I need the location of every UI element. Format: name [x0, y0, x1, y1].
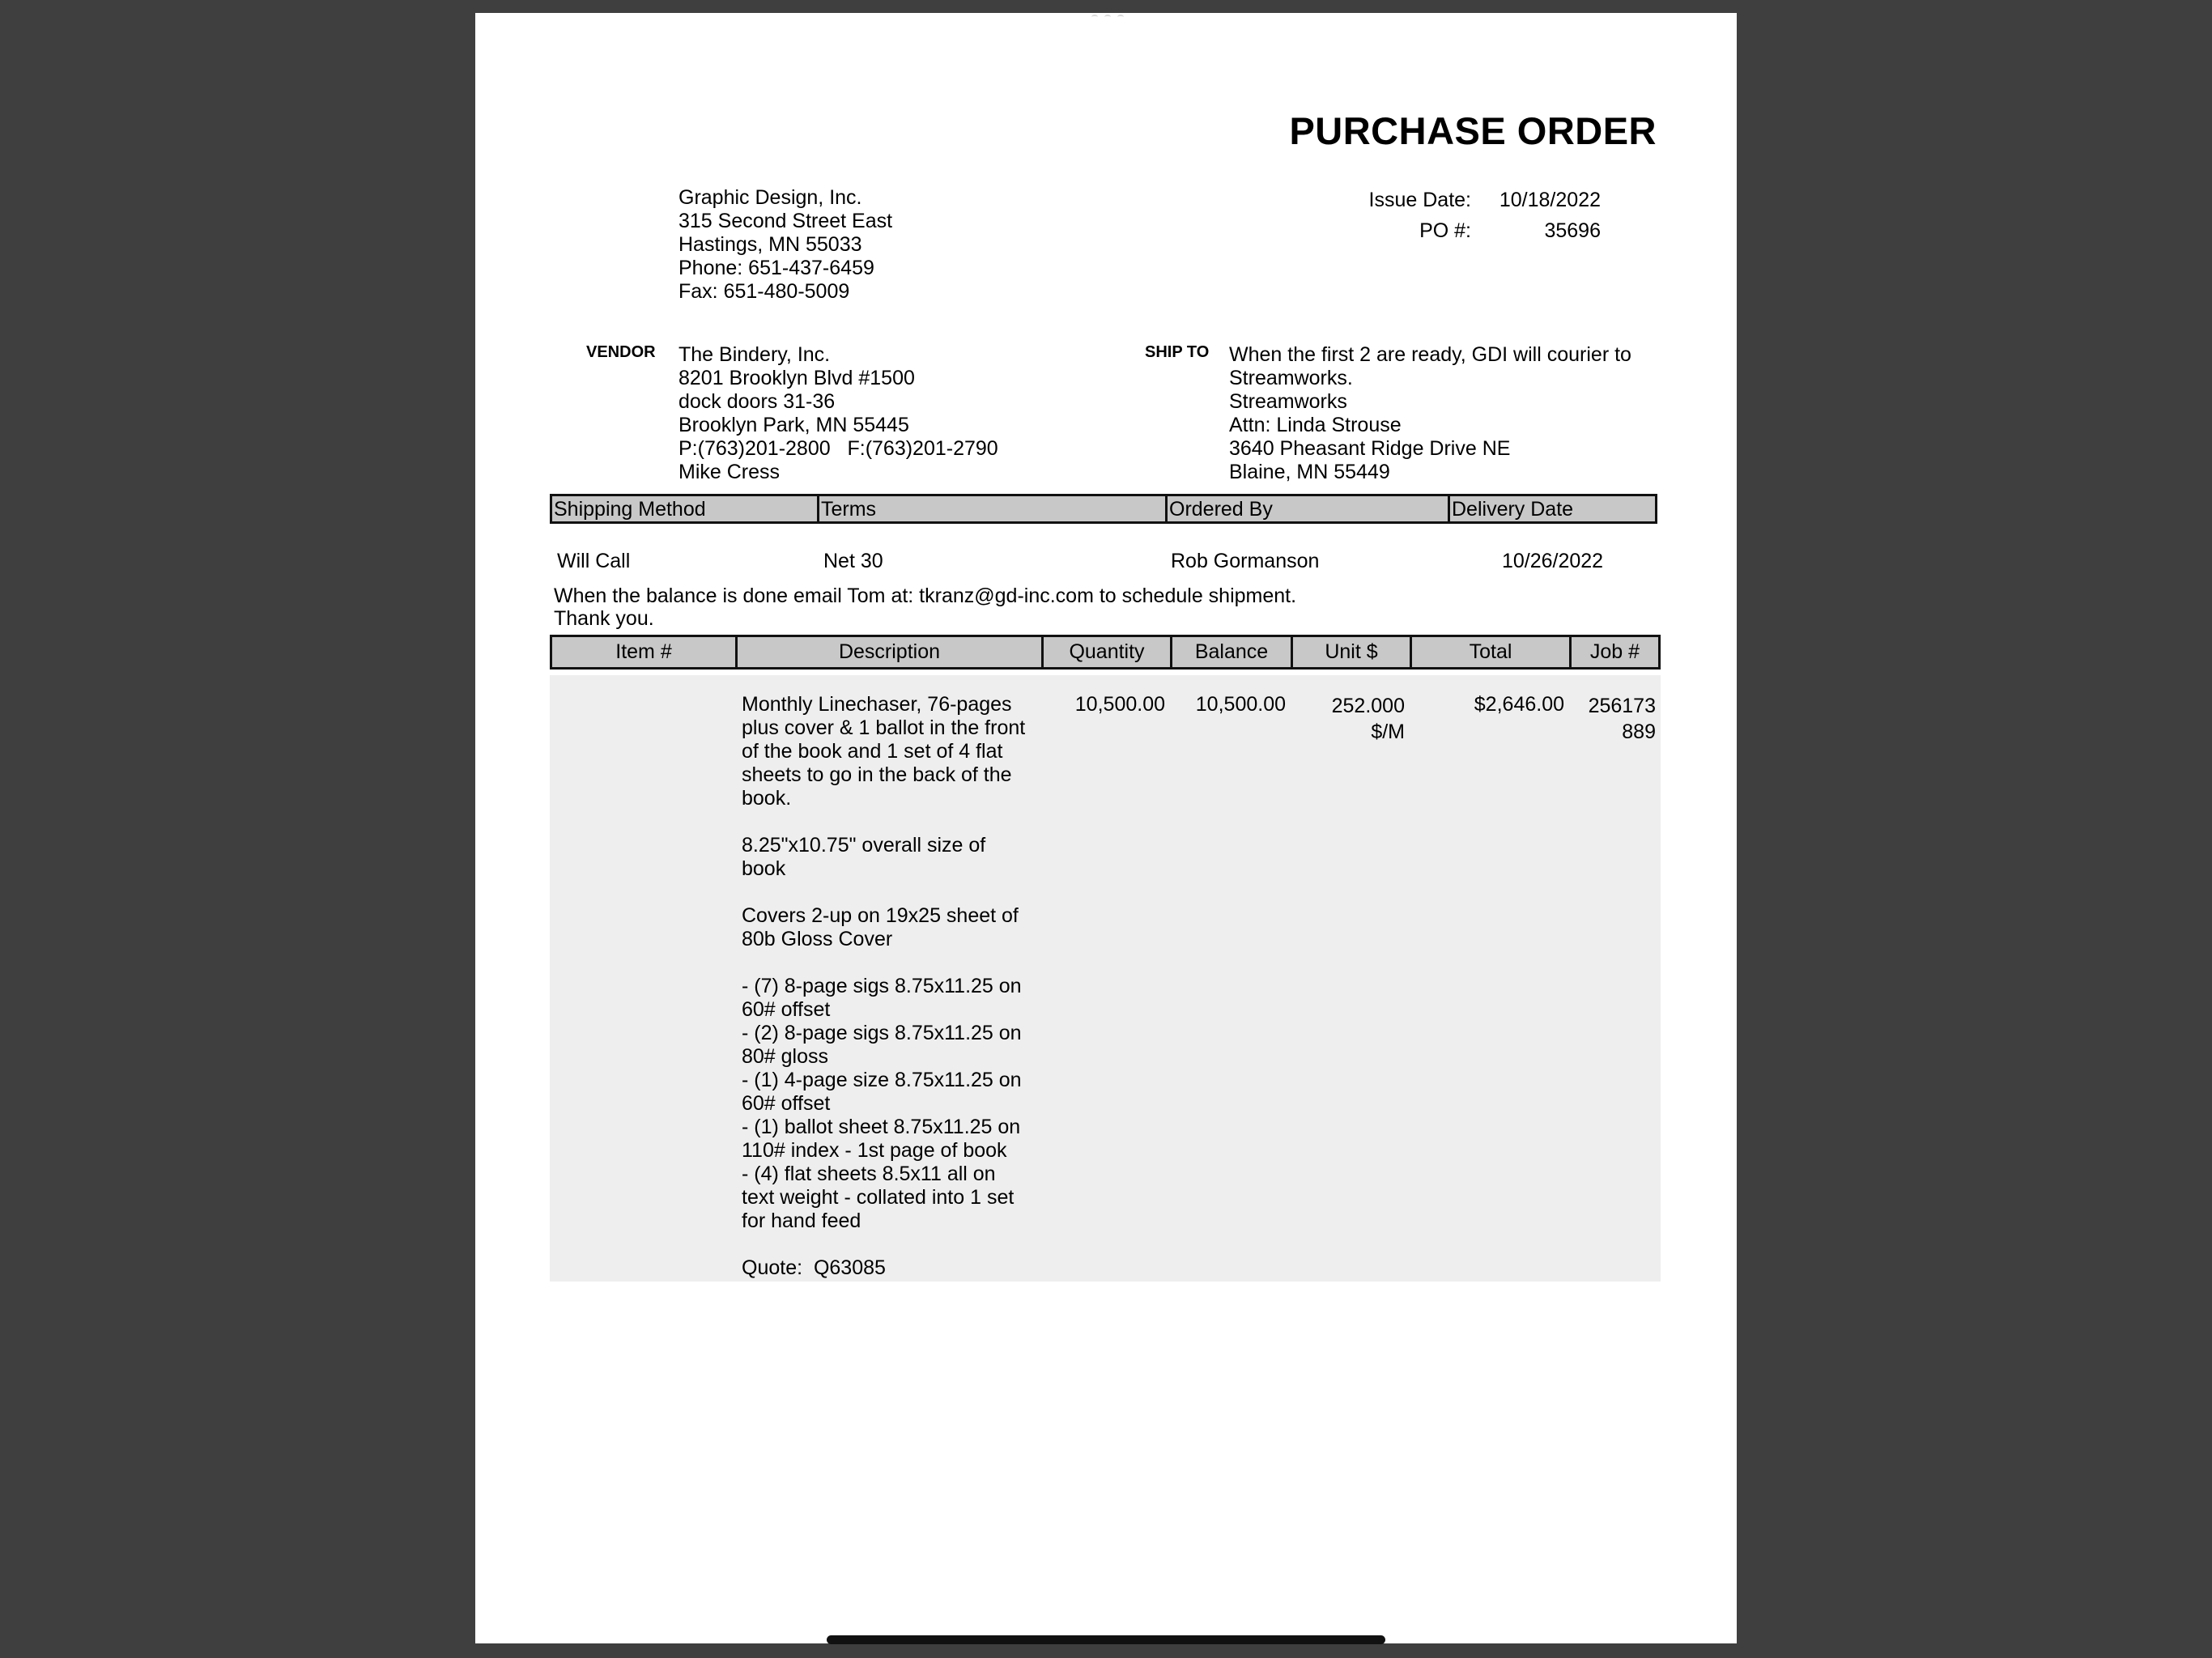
table-row	[550, 675, 1661, 1282]
vendor-address	[678, 343, 998, 484]
terms-header: Terms	[819, 496, 1168, 521]
delivery-date-header: Delivery Date	[1452, 498, 1574, 521]
total-header: Total	[1412, 637, 1572, 667]
vendor-label: VENDOR	[586, 343, 656, 361]
description-header: Description	[738, 637, 1044, 667]
issue-date-row	[1350, 185, 1601, 215]
ship-to-line: Streamworks	[1229, 390, 1347, 413]
ship-to-line: Blaine, MN 55449	[1229, 461, 1390, 483]
vendor-line: dock doors 31-36	[678, 390, 836, 413]
unit-price-header: Unit $	[1293, 637, 1412, 667]
vendor-line: P:(763)201-2800 F:(763)201-2790	[678, 437, 998, 460]
quote-reference: Quote: Q63085	[742, 1256, 886, 1279]
description-paragraph: Covers 2-up on 19x25 sheet of 80b Gloss Cover	[742, 904, 1019, 950]
ship-to-line: Streamworks.	[1229, 367, 1353, 389]
company-address-line1: 315 Second Street East	[678, 210, 893, 232]
vendor-line: The Bindery, Inc.	[678, 343, 831, 366]
ship-to-line: When the first 2 are ready, GDI will courier to	[1229, 343, 1631, 366]
description-cell	[735, 675, 1041, 1282]
shipping-method-value: Will Call	[557, 550, 631, 572]
document-page	[475, 13, 1737, 1643]
job-number-header: Job #	[1589, 640, 1640, 663]
po-number-value: 35696	[1544, 219, 1601, 242]
company-address	[678, 186, 892, 304]
ordered-by-value: Rob Gormanson	[1171, 550, 1320, 572]
issue-date-value: 10/18/2022	[1499, 189, 1601, 211]
issue-date-label: Issue Date:	[1368, 189, 1471, 211]
home-indicator[interactable]	[827, 1635, 1385, 1644]
description-paragraph: 8.25"x10.75" overall size of book	[742, 834, 986, 880]
order-info-row	[550, 547, 1657, 575]
quantity-cell: 10,500.00	[1074, 693, 1165, 716]
total-cell: $2,646.00	[1474, 693, 1564, 716]
po-number-label: PO #:	[1419, 219, 1471, 242]
vendor-line: Mike Cress	[678, 461, 781, 483]
description-paragraph: Monthly Linechaser, 76-pages plus cover & 1 ballot in the front of the book and 1 set of 4 flat sheets to go in the back of the book.	[742, 693, 1026, 810]
ordered-by-header: Ordered By	[1168, 496, 1450, 521]
terms-value: Net 30	[823, 550, 883, 572]
item-number-header: Item #	[552, 637, 738, 667]
company-address-line2: Hastings, MN 55033	[678, 233, 862, 256]
balance-header: Balance	[1172, 637, 1293, 667]
company-name: Graphic Design, Inc.	[678, 186, 862, 209]
vendor-line: 8201 Brooklyn Blvd #1500	[678, 367, 915, 389]
ship-to-address	[1229, 343, 1631, 484]
item-number-cell	[550, 675, 735, 1282]
company-phone: Phone: 651-437-6459	[678, 257, 874, 279]
shipping-method-header: Shipping Method	[552, 496, 819, 521]
job-number-cell: 256173 889	[1588, 695, 1656, 743]
shipping-note: When the balance is done email Tom at: tkranz@gd-inc.com to schedule shipment. Thank you.	[554, 585, 1297, 630]
vendor-line: Brooklyn Park, MN 55445	[678, 414, 909, 436]
top-grabber-handle[interactable]	[1091, 15, 1127, 19]
quantity-header: Quantity	[1044, 637, 1172, 667]
unit-price-cell: 252.000 $/M	[1331, 695, 1405, 743]
items-table-header	[550, 635, 1661, 670]
delivery-date-value: 10/26/2022	[1501, 550, 1604, 572]
ship-to-line: Attn: Linda Strouse	[1229, 414, 1402, 436]
po-meta	[1350, 185, 1601, 246]
order-info-header	[550, 494, 1657, 524]
ship-to-label: SHIP TO	[1145, 343, 1210, 361]
balance-cell: 10,500.00	[1195, 693, 1286, 716]
description-paragraph: - (7) 8-page sigs 8.75x11.25 on 60# offset - (2) 8-page sigs 8.75x11.25 on 80# gloss - (1) 4-page size 8.75x11.25 on 60# offset - (1) ballot sheet 8.75x11.25 on 110# index - 1st page of book - (4) flat sheets 8.5x11 all on text weight - collated into 1 set for hand feed	[742, 975, 1022, 1232]
po-number-row	[1350, 215, 1601, 246]
document-title: PURCHASE ORDER	[1289, 109, 1657, 152]
ship-to-line: 3640 Pheasant Ridge Drive NE	[1229, 437, 1511, 460]
company-fax: Fax: 651-480-5009	[678, 280, 850, 303]
